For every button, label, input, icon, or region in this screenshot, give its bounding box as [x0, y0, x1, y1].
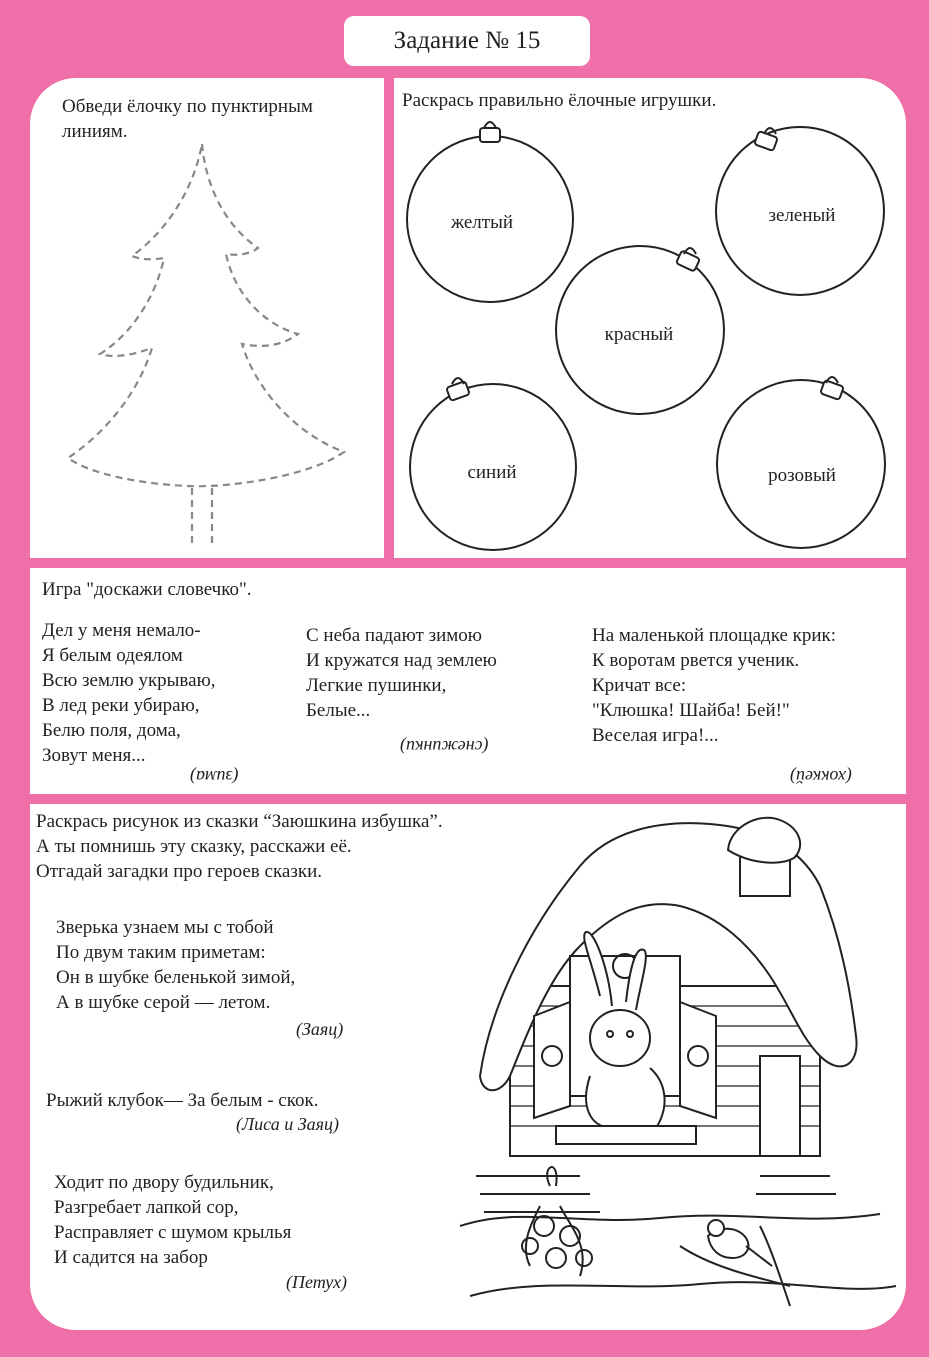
tree-instruction-line1: Обведи ёлочку по пунктирным [62, 96, 313, 117]
page-title: Задание № 15 [344, 16, 590, 66]
answer-rooster: (Петух) [286, 1272, 348, 1292]
porch-steps [476, 1176, 600, 1212]
word-game-panel [30, 568, 906, 794]
riddle-hare: Зверька узнаем мы с тобой По двум таким приметам: Он в шубке беленькой зимой, А в шубке серой — летом. [56, 917, 296, 1013]
ball-label-pink: розовый [768, 465, 836, 486]
riddle-snow: Дел у меня немало- Я белым одеялом Всю землю укрываю, В лед реки убираю, Белю поля, дома, Зовут меня... [42, 620, 216, 766]
tree-outline [68, 144, 344, 486]
ball-label-yellow: желтый [450, 212, 514, 233]
riddle-fox-hare: Рыжий клубок— За белым - скок. [46, 1090, 319, 1111]
snow-ground [460, 1214, 880, 1226]
tree-panel [30, 78, 384, 558]
answer-hare: (Заяц) [296, 1019, 344, 1039]
hut-door [760, 1056, 800, 1156]
tree-trunk [192, 488, 212, 548]
word-game-title: Игра "доскажи словечко". [42, 579, 252, 600]
ornaments-panel [394, 78, 906, 558]
riddle-hockey: На маленькой площадке крик: К воротам рвется ученик. Кричат все: "Клюшка! Шайба! Бей!" Веселая игра!... [592, 625, 837, 746]
dashed-tree-drawing [30, 78, 384, 558]
bullfinch [708, 1220, 772, 1266]
hut-illustration [460, 806, 900, 1326]
tree-instruction-line2: линиям. [62, 121, 128, 142]
ball-label-blue: синий [467, 462, 517, 483]
riddle-snowflakes: С неба падают зимою И кружатся над землею Легкие пушинки, Белые... [306, 625, 497, 721]
left-shutter [534, 1002, 570, 1118]
right-shutter [680, 1002, 716, 1118]
bush [522, 1167, 592, 1276]
fairy-intro-line3: Отгадай загадки про героев сказки. [36, 861, 322, 882]
title-frame [336, 10, 598, 74]
fairy-intro-line1: Раскрась рисунок из сказки “Заюшкина избушка”. [36, 811, 443, 832]
answer-fox-hare: (Лиса и Заяц) [236, 1114, 339, 1134]
answer-winter: (зима) [190, 767, 239, 787]
ornament-pink [717, 377, 885, 548]
ball-label-red: красный [604, 324, 674, 345]
ornaments-drawing [394, 78, 906, 558]
answer-snowflakes: (снежинки) [400, 737, 489, 757]
fairy-intro-line2: А ты помнишь эту сказку, расскажи её. [36, 836, 352, 857]
answer-hockey: (хоккей) [790, 767, 852, 787]
riddle-rooster: Ходит по двору будильник, Разгребает лапкой сор, Расправляет с шумом крылья И садится на забор [54, 1172, 292, 1268]
fairy-tale-panel [30, 804, 906, 1330]
ball-label-green: зеленый [768, 205, 836, 226]
ornaments-instruction: Раскрась правильно ёлочные игрушки. [402, 90, 717, 111]
